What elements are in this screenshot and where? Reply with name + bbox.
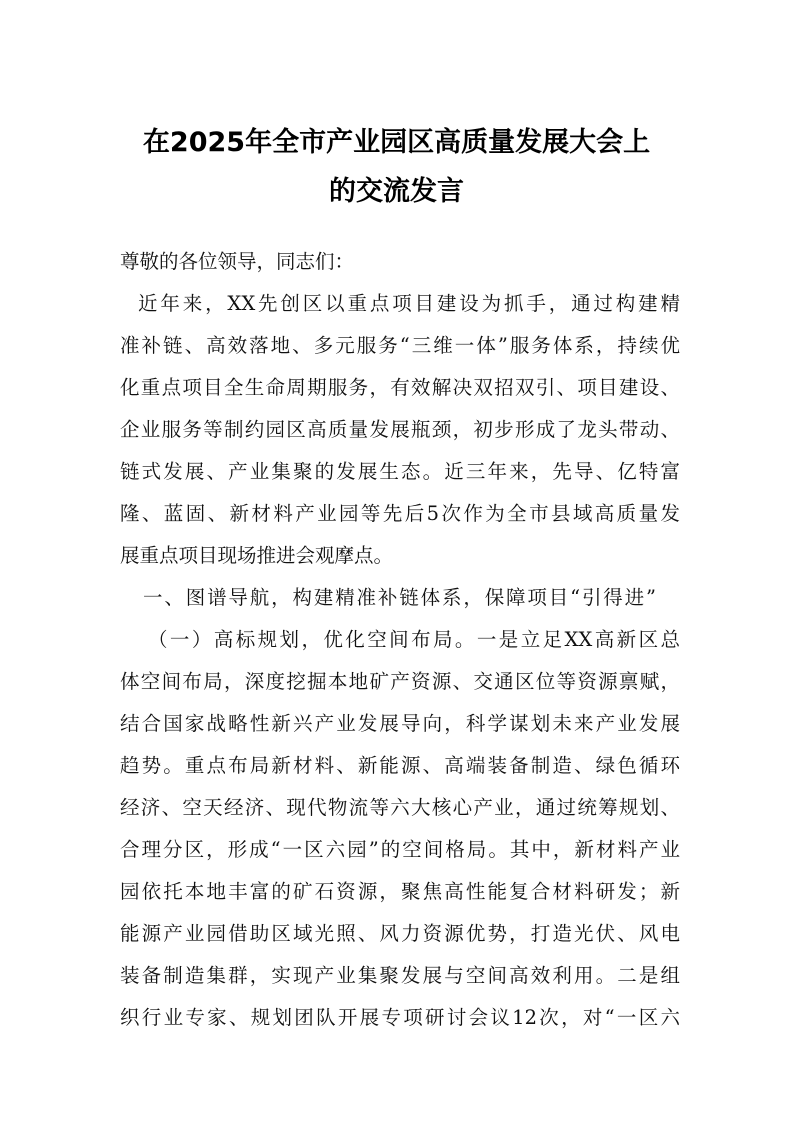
body-line-3: 化重点项目全生命周期服务，有效解决双招双引、项目建设、 [120,376,680,399]
body-line-14: 合理分区，形成“一区六园”的空间格局。其中，新材料产业 [120,838,680,861]
body-line-4: 企业服务等制约园区高质量发展瓶颈，初步形成了龙头带动、 [120,418,680,441]
body-line-2: 准补链、高效落地、多元服务“三维一体”服务体系，持续优 [120,334,680,357]
body-line-13: 经济、空天经济、现代物流等六大核心产业，通过统筹规划、 [120,796,680,819]
salutation: 尊敬的各位领导，同志们： [120,250,355,273]
body-line-1: 近年来，XX先创区以重点项目建设为抓手，通过构建精 [138,292,680,315]
subsection-line-1: （一）高标规划，优化空间布局。一是立足XX高新区总 [148,628,680,651]
document-title-line-1: 在2025年全市产业园区高质量发展大会上 [142,127,651,158]
body-line-12: 趋势。重点布局新材料、新能源、高端装备制造、绿色循环 [120,754,680,777]
body-line-17: 装备制造集群，实现产业集聚发展与空间高效利用。二是组 [120,964,680,987]
body-line-15: 园依托本地丰富的矿石资源，聚焦高性能复合材料研发；新 [120,880,680,903]
body-line-11: 结合国家战略性新兴产业发展导向，科学谋划未来产业发展 [120,712,680,735]
body-line-5: 链式发展、产业集聚的发展生态。近三年来，先导、亿特富 [120,460,680,483]
section-heading-1: 一、图谱导航，构建精准补链体系，保障项目“引得进” [143,586,656,609]
document-title-line-2: 的交流发言 [329,176,464,207]
body-line-10: 体空间布局，深度挖掘本地矿产资源、交通区位等资源禀赋， [120,670,680,693]
body-line-6: 隆、蓝固、新材料产业园等先后5次作为全市县域高质量发 [120,502,680,525]
body-line-7: 展重点项目现场推进会观摩点。 [120,544,394,567]
body-line-16: 能源产业园借助区域光照、风力资源优势，打造光伏、风电 [120,922,680,945]
body-line-18: 织行业专家、规划团队开展专项研讨会议12次，对“一区六 [120,1006,680,1029]
